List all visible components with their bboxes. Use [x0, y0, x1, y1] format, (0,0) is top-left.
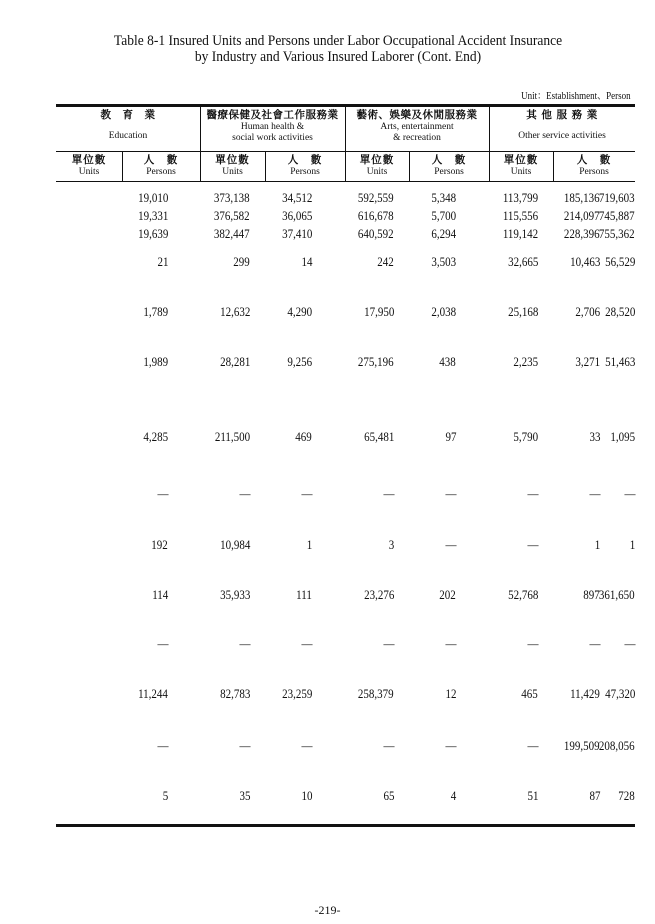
title-line-2: by Industry and Various Insured Laborer (Cont. End)	[194, 49, 482, 65]
table-cell: —	[239, 739, 250, 753]
subheader-zh: 人 數	[287, 154, 323, 166]
table-cell: 242	[377, 255, 394, 269]
bottom-rule	[56, 824, 635, 827]
group-en: Other service activities	[518, 131, 606, 141]
table-cell: 17,950	[363, 305, 394, 319]
table-cell: —	[527, 637, 538, 651]
table-cell: 199,509	[564, 739, 600, 753]
table-cell: —	[301, 487, 312, 501]
table-cell: —	[301, 739, 312, 753]
table-cell: 5,348	[431, 191, 456, 205]
table-cell: —	[239, 637, 250, 651]
subheader-en: Units	[222, 167, 243, 177]
group-header-health	[200, 109, 345, 144]
table-cell: 65,481	[363, 430, 394, 444]
table-cell: 97	[445, 430, 456, 444]
group-zh: 藝術、娛樂及休閒服務業	[356, 109, 478, 121]
table-cell: 10,463	[569, 255, 600, 269]
table-cell: —	[383, 637, 394, 651]
subheader-units	[200, 154, 265, 178]
table-cell: 82,783	[219, 687, 250, 701]
table-cell: 185,136	[564, 191, 600, 205]
table-cell: 28,281	[219, 355, 250, 369]
table-cell: 4,285	[143, 430, 168, 444]
title-line-1: Table 8-1 Insured Units and Persons under Labor Occupational Accident Insurance	[113, 33, 563, 49]
table-cell: 1,095	[610, 430, 635, 444]
table-cell: 275,196	[358, 355, 394, 369]
table-cell: 373,138	[214, 191, 250, 205]
table-cell: 19,010	[137, 191, 168, 205]
table-cell: 5	[162, 789, 168, 803]
table-cell: 1	[594, 538, 600, 552]
subheader-units	[345, 154, 409, 178]
table-cell: 37,410	[281, 227, 312, 241]
table-cell: 12	[445, 687, 456, 701]
table-cell: 2,038	[431, 305, 456, 319]
table-cell: 376,582	[214, 209, 250, 223]
table-cell: 10,984	[219, 538, 250, 552]
table-cell: 119,142	[502, 227, 538, 241]
table-cell: —	[383, 487, 394, 501]
subheader-units	[56, 154, 122, 178]
table-cell: 5,700	[431, 209, 456, 223]
group-header-education	[56, 109, 200, 142]
subheader-persons	[409, 154, 489, 178]
table-cell: —	[527, 739, 538, 753]
table-cell: 228,396	[564, 227, 600, 241]
table-cell: 728	[618, 789, 635, 803]
table-cell: —	[445, 538, 456, 552]
table-row	[56, 353, 635, 371]
table-cell: 32,665	[507, 255, 538, 269]
table-cell: 12,632	[219, 305, 250, 319]
subheader-en: Persons	[146, 167, 176, 177]
table-cell: 52,768	[507, 588, 538, 602]
group-en-2: & recreation	[393, 133, 441, 143]
table-cell: —	[301, 637, 312, 651]
table-cell: 28,520	[604, 305, 635, 319]
table-cell: 4	[450, 789, 456, 803]
table-cell: 19,639	[137, 227, 168, 241]
table-row	[56, 207, 635, 225]
table-cell: 3	[388, 538, 394, 552]
table-cell: 592,559	[358, 191, 394, 205]
subheader-zh: 單位數	[215, 154, 250, 166]
table-cell: 47,320	[604, 687, 635, 701]
table-cell: 5,790	[513, 430, 538, 444]
table-cell: —	[445, 739, 456, 753]
table-cell: 65	[383, 789, 394, 803]
table-row	[56, 635, 635, 653]
table-cell: —	[445, 637, 456, 651]
table-cell: 23,276	[363, 588, 394, 602]
header-bottom-rule	[56, 181, 635, 182]
table-cell: 3,503	[431, 255, 456, 269]
subheader-zh: 人 數	[431, 154, 467, 166]
table-cell: —	[157, 487, 168, 501]
table-row	[56, 428, 635, 446]
table-cell: 35	[239, 789, 250, 803]
table-cell: 469	[295, 430, 312, 444]
table-cell: 202	[439, 588, 456, 602]
table-cell: 211,500	[214, 430, 250, 444]
table-cell: 2,706	[575, 305, 600, 319]
table-cell: 36,065	[281, 209, 312, 223]
table-cell: 23,259	[281, 687, 312, 701]
group-en: Education	[108, 131, 148, 141]
table-cell: —	[527, 487, 538, 501]
table-row	[56, 485, 635, 503]
subheader-zh: 單位數	[503, 154, 539, 166]
table-cell: 11,429	[570, 687, 600, 701]
table-cell: 214,097	[564, 209, 600, 223]
table-row	[56, 189, 635, 207]
table-cell: 208,056	[599, 739, 635, 753]
table-cell: 10	[301, 789, 312, 803]
group-divider-rule-1	[56, 151, 200, 152]
table-row	[56, 586, 635, 604]
table-row	[56, 253, 635, 271]
table-cell: 4,290	[287, 305, 312, 319]
subheader-zh: 單位數	[359, 154, 395, 166]
table-cell: 11,244	[138, 687, 168, 701]
table-cell: 192	[151, 538, 168, 552]
table-cell: 361,650	[599, 588, 635, 602]
table-title	[34, 33, 642, 65]
table-cell: 21	[157, 255, 168, 269]
group-header-other	[489, 109, 635, 142]
table-cell: 465	[521, 687, 538, 701]
table-cell: —	[589, 637, 600, 651]
table-row	[56, 536, 635, 554]
table-row	[56, 225, 635, 243]
page-number: -219-	[314, 903, 341, 917]
unit-note: Unit：Establishment、Person	[521, 91, 631, 102]
table-cell: 6,294	[431, 227, 456, 241]
table-cell: 258,379	[358, 687, 394, 701]
table-cell: 56,529	[604, 255, 635, 269]
group-zh: 教 育 業	[100, 109, 156, 121]
table-cell: —	[157, 739, 168, 753]
table-cell: 35,933	[219, 588, 250, 602]
table-cell: 382,447	[214, 227, 250, 241]
group-zh: 醫療保健及社會工作服務業	[206, 109, 339, 121]
table-cell: —	[624, 637, 635, 651]
table-cell: —	[157, 637, 168, 651]
group-en-1: Arts, entertainment	[380, 122, 454, 132]
table-cell: 719,603	[599, 191, 635, 205]
table-cell: 897	[583, 588, 600, 602]
table-cell: 14	[301, 255, 312, 269]
table-cell: 111	[296, 588, 312, 602]
subheader-en: Persons	[579, 167, 609, 177]
subheader-units	[489, 154, 553, 178]
table-cell: 438	[439, 355, 456, 369]
group-zh: 其 他 服 務 業	[526, 109, 598, 121]
table-cell: 34,512	[281, 191, 312, 205]
subheader-en: Units	[78, 167, 100, 177]
table-cell: —	[624, 487, 635, 501]
group-header-arts	[345, 109, 489, 144]
table-cell: 2,235	[513, 355, 538, 369]
subheader-persons	[553, 154, 635, 178]
subheader-persons	[265, 154, 345, 178]
subheader-en: Persons	[290, 167, 320, 177]
table-cell: 745,887	[599, 209, 635, 223]
subheader-en: Units	[510, 167, 532, 177]
table-cell: 755,362	[599, 227, 635, 241]
table-cell: —	[383, 739, 394, 753]
group-en-1: Human health &	[240, 122, 305, 132]
table-cell: 299	[233, 255, 250, 269]
table-cell: 114	[151, 588, 168, 602]
table-cell: 87	[589, 789, 600, 803]
table-row	[56, 787, 635, 805]
table-cell: 640,592	[358, 227, 394, 241]
table-cell: 1	[629, 538, 635, 552]
table-cell: 19,331	[137, 209, 168, 223]
table-cell: —	[239, 487, 250, 501]
table-row	[56, 737, 635, 755]
subheader-zh: 單位數	[71, 154, 107, 166]
table-cell: 113,799	[502, 191, 538, 205]
group-en-2: social work activities	[232, 133, 313, 143]
subheader-en: Units	[366, 167, 388, 177]
table-cell: 616,678	[358, 209, 394, 223]
table-cell: 51,463	[604, 355, 635, 369]
table-cell: 1,789	[143, 305, 168, 319]
table-row	[56, 685, 635, 703]
table-cell: —	[527, 538, 538, 552]
subheader-zh: 人 數	[576, 154, 612, 166]
table-cell: 1,989	[143, 355, 168, 369]
table-cell: 3,271	[575, 355, 600, 369]
table-cell: 33	[589, 430, 600, 444]
table-row	[56, 303, 635, 321]
subheader-en: Persons	[434, 167, 464, 177]
table-cell: —	[589, 487, 600, 501]
table-cell: 25,168	[507, 305, 538, 319]
subheader-zh: 人 數	[143, 154, 179, 166]
table-cell: 9,256	[287, 355, 312, 369]
subheader-persons	[122, 154, 200, 178]
table-cell: —	[445, 487, 456, 501]
table-cell: 1	[306, 538, 312, 552]
table-cell: 115,556	[502, 209, 538, 223]
table-cell: 51	[527, 789, 538, 803]
